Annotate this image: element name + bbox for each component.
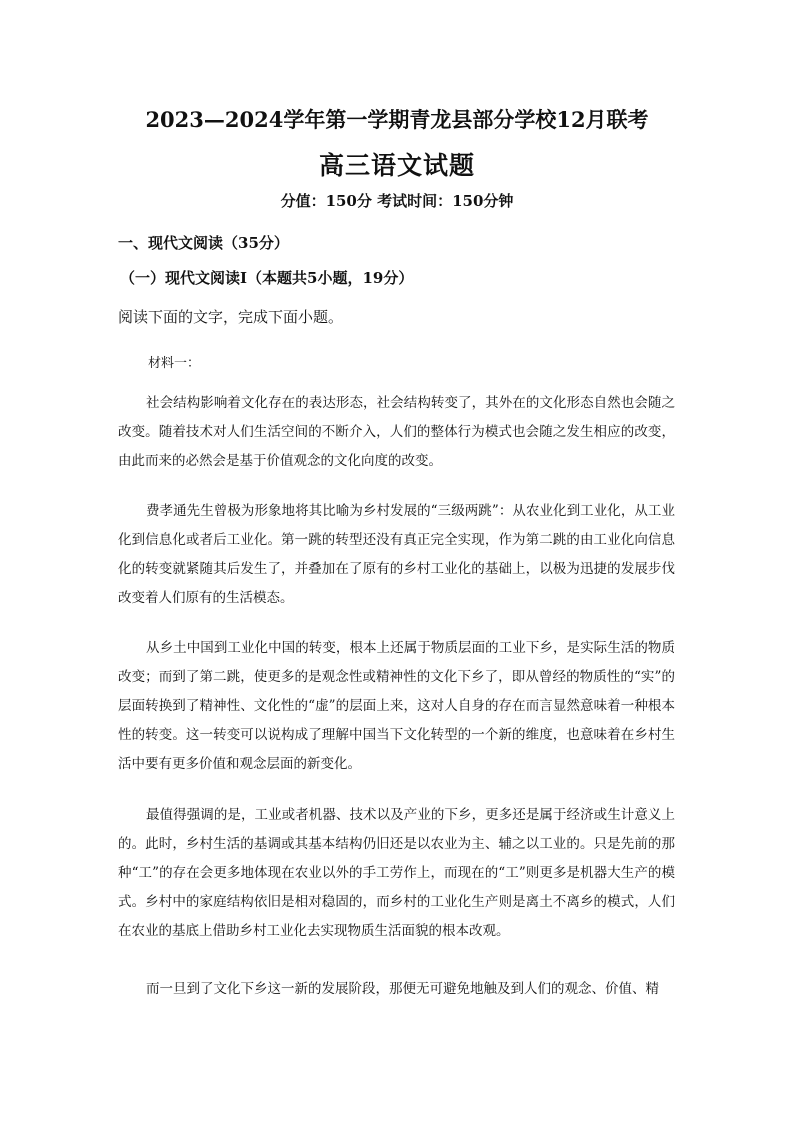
paragraph-1: 社会结构影响着文化存在的表达形态，社会结构转变了，其外在的文化形态自然也会随之改变。随着技术对人们生活空间的不断介入，人们的整体行为模式也会随之发生相应的改变，由此而来的必然会是基于价值观念的文化向度的改变。: [118, 395, 675, 469]
paragraph-5: 而一旦到了文化下乡这一新的发展阶段，那便无可避免地触及到人们的观念、价值、精: [146, 981, 659, 997]
exam-title: 2023—2024学年第一学期青龙县部分学校12月联考: [145, 107, 649, 132]
subsection-heading: （一）现代文阅读Ⅰ（本题共5小题，19分）: [120, 269, 414, 287]
material-label: 材料一：: [148, 356, 201, 371]
reading-instruction: 阅读下面的文字，完成下面小题。: [118, 308, 344, 326]
subject-title: 高三语文试题: [318, 151, 475, 180]
section-heading: 一、现代文阅读（35分）: [118, 234, 289, 252]
paragraph-3: 从乡土中国到工业化中国的转变，根本上还属于物质层面的工业下乡，是实际生活的物质改变；而到了第二跳，使更多的是观念性或精神性的文化下乡了，即从曾经的物质性的“实”的层面转换到了精神性、文化性的“虚”的层面上来，这对人自身的存在而言显然意味着一种根本性的转变。这一转变可以说构成了理解中国当下文化转型的一个新的维度，也意味着在乡村生活中要有更多价值和观念层面的新变化。: [118, 640, 675, 772]
paragraph-2: 费孝通先生曾极为形象地将其比喻为乡村发展的“三级两跳”：从农业化到工业化，从工业化到信息化或者后工业化。第一跳的转型还没有真正完全实现，作为第二跳的由工业化向信息化的转变就紧随其后发生了，并叠加在了原有的乡村工业化的基础上，以极为迅捷的发展步伐改变着人们原有的生活模态。: [118, 503, 675, 606]
score-time-info: 分值：150分 考试时间：150分钟: [280, 192, 514, 210]
paragraph-4: 最值得强调的是，工业或者机器、技术以及产业的下乡，更多还是属于经济或生计意义上的。此时，乡村生活的基调或其基本结构仍旧还是以农业为主、辅之以工业的。只是先前的那种“工”的存在会更多地体现在农业以外的手工劳作上，而现在的“工”则更多是机器大生产的模式。乡村中的家庭结构依旧是相对稳固的，而乡村的工业化生产则是离土不离乡的模式，人们在农业的基底上借助乡村工业化去实现物质生活面貌的根本改观。: [118, 807, 675, 939]
